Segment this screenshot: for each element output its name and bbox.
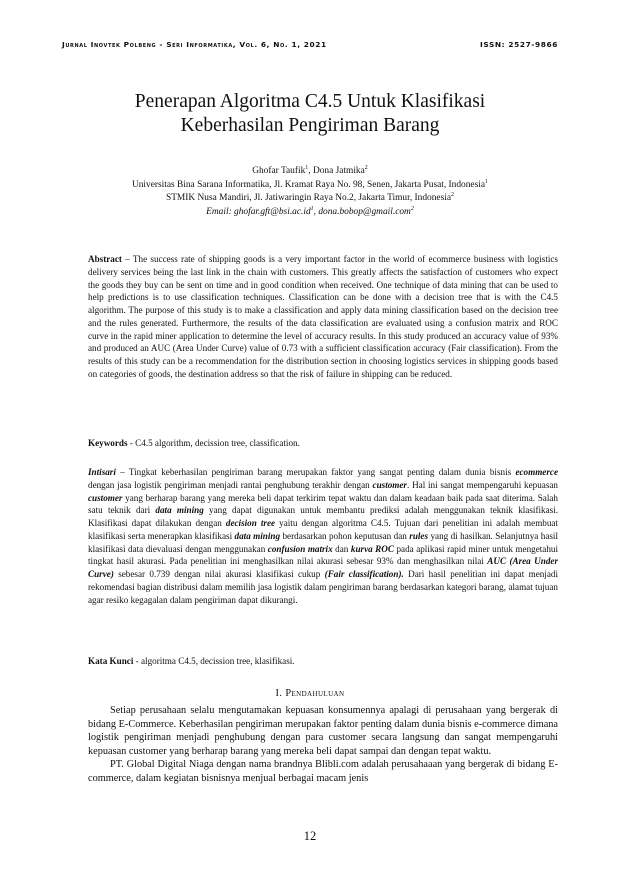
- email-2[interactable]: dona.bobop@gmail.com: [318, 206, 411, 217]
- running-header: [62, 40, 558, 49]
- paper-title: [60, 90, 560, 138]
- keywords-text: - C4.5 algorithm, decission tree, classification.: [127, 438, 300, 448]
- body-paragraph-2: PT. Global Digital Niaga dengan nama brandnya Blibli.com adalah perusahaaan yang bergerak di bidang E-commerce, dalam kegiatan bisnisnya menjual berbagai macam jenis: [88, 759, 558, 784]
- title-line-1: Penerapan Algoritma C4.5 Untuk Klasifikasi: [134, 91, 486, 112]
- author-emails: Email: $ghofar.gft@bsi.ac.id^1$, dona.bobop@gmail.com$^2$: [206, 205, 414, 217]
- keywords: [88, 437, 558, 450]
- intisari-label: Intisari: [88, 467, 116, 477]
- keywords-label: Keywords: [88, 438, 128, 448]
- section-heading: [60, 688, 560, 699]
- kata-kunci-label: Kata Kunci: [88, 656, 134, 666]
- section-number: I.: [275, 688, 283, 699]
- author-names: Ghofar Taufik$^1$, Dona Jatmika$^2$: [252, 164, 368, 176]
- affiliation-1: Universitas Bina Sarana Informatika, Jl. Kramat Raya No. 98, Senen, Jakarta Pusat, Indonesia$^1$: [131, 178, 489, 190]
- affiliation-2: STMIK Nusa Mandiri, Jl. Jatiwaringin Raya No.2, Jakarta Timur, Indonesia$^2$: [165, 191, 454, 203]
- intisari: Intisari – Tingkat keberhasilan pengiriman barang merupakan faktor yang sangat penting dalam dunia bisnis ecommerce dengan jasa logistik pengiriman menjadi rantai penghubung terakhir dengan customer. Hal ini sangat mempengaruhi kepuasan customer yang berharap barang yang mereka beli dapat terkirim tepat waktu dan dalam keadaan baik pada saat diterima. Salah satu teknik dari data mining yang dapat digunakan untuk membantu prediksi adalah menggunakan teknik klasifikasi. Klasifikasi dapat dilakukan dengan decision tree yaitu dengan algoritma C4.5. Tujuan dari penelitian ini adalah membuat klasifikasi serta menerapkan klasifikasi data mining berdasarkan pohon keputusan dan rules yang di hasilkan. Selanjutnya hasil klasifikasi data dievaluasi dengan menggunakan confusion matrix dan kurva ROC pada aplikasi rapid miner untuk mengetahui tingkat hasil akurasi. Pada penelitian ini menghasilkan nilai akurasi sebesar 93% dan menghasilkan nilai AUC (Area Under Curve) sebesar 0.739 dengan nilai akurasi klasifikasi cukup (Fair classification). Dari hasil penelitian ini dapat menjadi rekomendasi bagian distribusi dalam memilih jasa logistik dalam pengiriman barang berdasarkan kategori barang, alamat tujuan agar resiko kegagalan dalam pengiriman dapat dikurangi.: [88, 467, 558, 605]
- section-title: Pendahuluan: [285, 688, 345, 699]
- body-text: [88, 704, 558, 786]
- page-number: 12: [303, 829, 317, 843]
- abstract-label: Abstract: [88, 254, 122, 264]
- body-paragraph-1: Setiap perusahaan selalu mengutamakan kepuasan konsumennya apalagi di perusahaan yang bergerak di bidang E-Commerce. Keberhasilan pengiriman merupakan faktor penting dalam dunia bisnis e-commerce dimana logistik pengiriman menjadi penghubung dengan para customer secara langsung dan sangat mempengaruhi kepuasan customer yang berharap barang yang mereka beli dapat sampai dan dengan tepat waktu.: [88, 705, 558, 757]
- kata-kunci: [88, 655, 558, 668]
- email-1[interactable]: ghofar.gft@bsi.ac.id: [234, 206, 311, 217]
- author-block: [60, 165, 560, 219]
- issn: ISSN: 2527-9866: [480, 40, 558, 49]
- abstract: [88, 253, 558, 381]
- journal-name: Jurnal Inovtek Polbeng - Seri Informatika, Vol. 6, No. 1, 2021: [62, 40, 327, 49]
- abstract-text: – The success rate of shipping goods is a very important factor in the world of ecommerce business with logistics delivery services being the last link in the chain with customers. This greatly affects the satisfaction of customers who expect the goods they buy can be sent on time and in good condition when received. One technique of data mining that can be used to help predictions is to use classification techniques. Classification can be done with a decision tree that is with the C4.5 algorithm. The purpose of this study is to make a classification and apply data mining classification based on the decision tree and the rules generated. Furthermore, the results of the data classification are evaluated using a confusion matrix and ROC curve in the rapid miner application to determine the level of accuracy results. In this study produced an accuracy value of 93% and produced an AUC (Area Under Curve) value of 0.73 with a sufficient classification accuracy (Fair classification). From the results of this study can be a recommendation for the distribution section in choosing logistics services in shipping goods based on categories of goods, the destination address so that the risk of failure in shipping can be reduced.: [88, 254, 558, 379]
- title-line-2: Keberhasilan Pengiriman Barang: [180, 115, 440, 136]
- kata-kunci-text: - algoritma C4.5, decission tree, klasifikasi.: [133, 656, 295, 666]
